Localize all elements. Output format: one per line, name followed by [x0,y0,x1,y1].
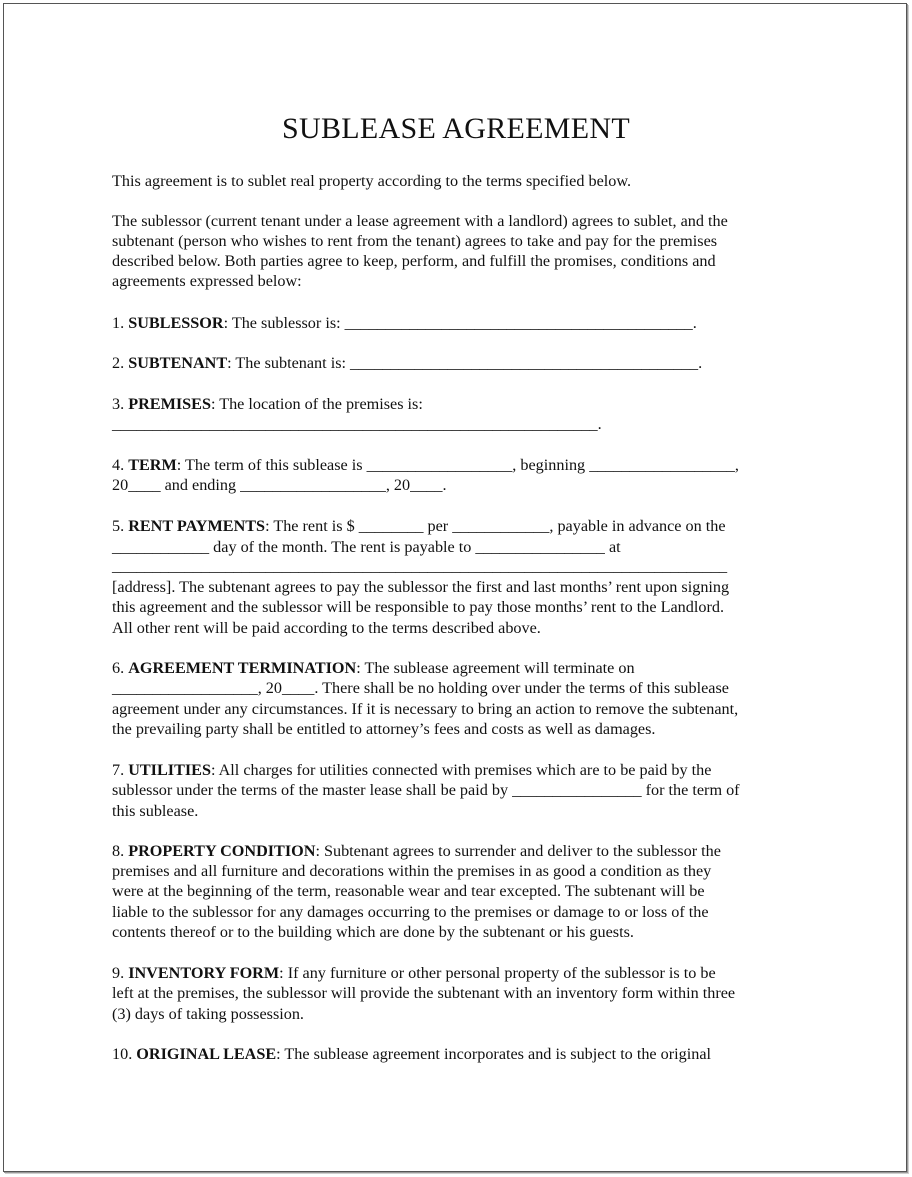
termination-line: agreement under any circumstances. If it is necessary to bring an action to remove the subtenant, [112,700,739,718]
preamble-line: described below. Both parties agree to keep, perform, and fulfill the promises, conditions and [112,252,716,270]
rent-line: All other rent will be paid according to the terms described above. [112,619,541,637]
preamble-line: agreements expressed below: [112,272,302,290]
section-term: 4. TERM: The term of this sublease is __________________, beginning __________________, [112,456,739,474]
utilities-line: this sublease. [112,802,199,820]
inventory-line: (3) days of taking possession. [112,1005,304,1023]
section-heading: ORIGINAL LEASE [136,1045,277,1063]
section-heading: TERM [128,456,177,474]
section-original-lease: 10. ORIGINAL LEASE: The sublease agreement incorporates and is subject to the original [112,1045,711,1063]
section-sublessor: 1. SUBLESSOR: The sublessor is: ___________________________________________. [112,314,697,332]
section-agreement-termination: 6. AGREEMENT TERMINATION: The sublease agreement will terminate on [112,659,635,677]
intro-paragraph: This agreement is to sublet real property according to the terms specified below. [112,172,632,190]
section-heading: AGREEMENT TERMINATION [128,659,357,677]
section-heading: UTILITIES [128,761,211,779]
section-heading: SUBLESSOR [128,314,224,332]
section-property-condition: 8. PROPERTY CONDITION: Subtenant agrees to surrender and deliver to the sublessor the [112,842,721,860]
term-line: 20____ and ending __________________, 20____. [112,476,447,494]
section-heading: PREMISES [128,395,211,413]
address-blank-line: ____________________________________________________________________________ [112,557,728,575]
property-line: liable to the sublessor for any damages occurring to the premises or damage to or loss of the [112,903,709,921]
property-line: were at the beginning of the term, reasonable wear and tear excepted. The subtenant will be [112,882,705,900]
section-heading: RENT PAYMENTS [128,517,266,535]
property-line: contents thereof or to the building which are done by the subtenant or his guests. [112,923,634,941]
section-premises: 3. PREMISES: The location of the premises is: [112,395,423,413]
section-heading: PROPERTY CONDITION [128,842,316,860]
premises-blank-line: ____________________________________________________________. [112,415,602,433]
inventory-line: left at the premises, the sublessor will provide the subtenant with an inventory form within three [112,984,736,1002]
section-inventory-form: 9. INVENTORY FORM: If any furniture or other personal property of the sublessor is to be [112,964,716,982]
section-rent-payments: 5. RENT PAYMENTS: The rent is $ ________ per ____________, payable in advance on the [112,517,726,535]
termination-line: __________________, 20____. There shall be no holding over under the terms of this sublease [112,679,729,697]
utilities-line: sublessor under the terms of the master lease shall be paid by ________________ for the term of [112,781,740,799]
section-utilities: 7. UTILITIES: All charges for utilities connected with premises which are to be paid by the [112,761,712,779]
rent-line: ____________ day of the month. The rent is payable to ________________ at [112,538,621,556]
section-heading: INVENTORY FORM [128,964,280,982]
section-heading: SUBTENANT [128,354,228,372]
section-subtenant: 2. SUBTENANT: The subtenant is: ___________________________________________. [112,354,703,372]
rent-line: [address]. The subtenant agrees to pay the sublessor the first and last months’ rent upon signing [112,578,730,596]
termination-line: the prevailing party shall be entitled to attorney’s fees and costs as well as damages. [112,720,656,738]
preamble-line: subtenant (person who wishes to rent from the tenant) agrees to take and pay for the premises [112,232,718,250]
document-title: SUBLEASE AGREEMENT [282,112,630,145]
preamble-line: The sublessor (current tenant under a lease agreement with a landlord) agrees to sublet, and the [112,212,728,230]
property-line: premises and all furniture and decorations within the premises in as good a condition as they [112,862,712,880]
rent-line: this agreement and the sublessor will be responsible to pay those months’ rent to the Landlord. [112,598,724,616]
